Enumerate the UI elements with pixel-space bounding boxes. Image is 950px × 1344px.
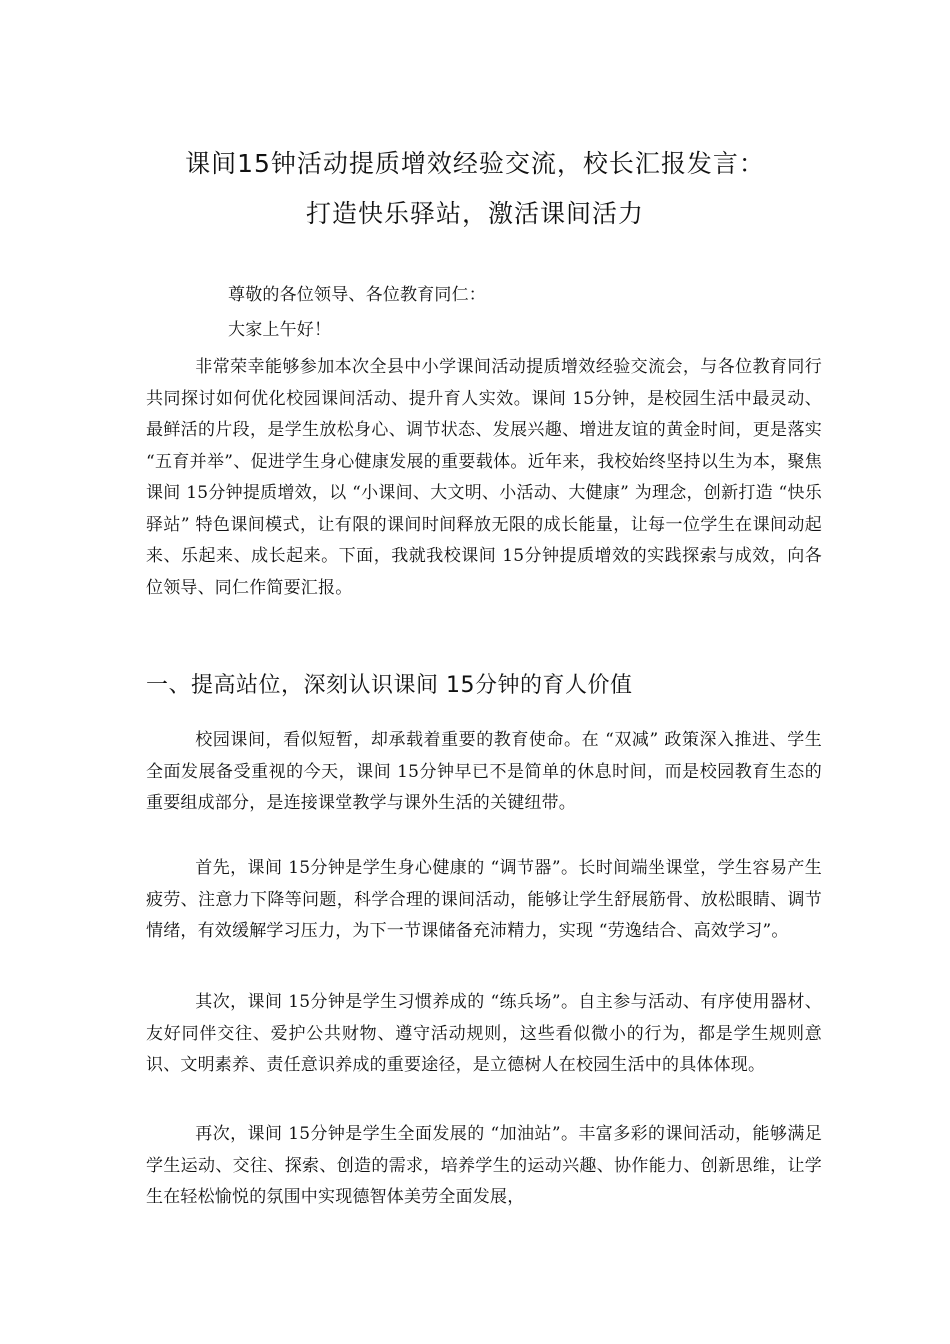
section-1-paragraph-2-block <box>146 853 822 948</box>
section-1-paragraph-2: 首先，课间 15分钟是学生身心健康的 “调节器”。长时间端坐课堂，学生容易产生疲劳、注意力下降等问题，科学合理的课间活动，能够让学生舒展筋骨、放松眼睛、调节情绪，有效缓解学习压力，为下一节课储备充沛精力，实现 “劳逸结合、高效学习”。 <box>146 858 822 941</box>
hello-block <box>146 315 822 347</box>
document-title-line-2: 打造快乐驿站，激活课间活力 <box>305 199 644 228</box>
section-1-paragraph-3: 其次，课间 15分钟是学生习惯养成的 “练兵场”。自主参与活动、有序使用器材、友好同伴交往、爱护公共财物、遵守活动规则，这些看似微小的行为，都是学生规则意识、文明素养、责任意识养成的重要途径，是立德树人在校园生活中的具体体现。 <box>146 992 822 1075</box>
section-1-paragraph-1-block <box>146 725 822 820</box>
hello-text: 大家上午好！ <box>228 320 332 340</box>
greeting-block <box>146 280 822 312</box>
section-1-heading: 一、提高站位，深刻认识课间 15分钟的育人价值 <box>146 673 633 698</box>
section-1-paragraph-1: 校园课间，看似短暂，却承载着重要的教育使命。在 “双减” 政策深入推进、学生全面发展备受重视的今天，课间 15分钟早已不是简单的休息时间，而是校园教育生态的重要组成部分，是连接课堂教学与课外生活的关键纽带。 <box>146 730 822 813</box>
section-1-paragraph-3-block <box>146 987 822 1082</box>
intro-block <box>146 352 822 604</box>
section-1-paragraph-4-block <box>146 1119 822 1214</box>
intro-paragraph: 非常荣幸能够参加本次全县中小学课间活动提质增效经验交流会，与各位教育同行共同探讨如何优化校园课间活动、提升育人实效。课间 15分钟，是校园生活中最灵动、最鲜活的片段，是学生放松身心、调节状态、发展兴趣、增进友谊的黄金时间，更是落实 “五育并举”、促进学生身心健康发展的重要载体。近年来，我校始终坚持以生为本，聚焦课间 15分钟提质增效，以 “小课间、大文明、小活动、大健康” 为理念，创新打造 “快乐驿站” 特色课间模式，让有限的课间时间释放无限的成长能量，让每一位学生在课间动起来、乐起来、成长起来。下面，我就我校课间 15分钟提质增效的实践探索与成效，向各位领导、同仁作简要汇报。 <box>146 357 822 598</box>
section-1-paragraph-4: 再次，课间 15分钟是学生全面发展的 “加油站”。丰富多彩的课间活动，能够满足学生运动、交往、探索、创造的需求，培养学生的运动兴趣、协作能力、创新思维，让学生在轻松愉悦的氛围中实现德智体美劳全面发展， <box>146 1124 822 1207</box>
document-title-line-1: 课间15钟活动提质增效经验交流，校长汇报发言： <box>185 149 765 178</box>
greeting-text: 尊敬的各位领导、各位教育同仁： <box>228 285 486 305</box>
